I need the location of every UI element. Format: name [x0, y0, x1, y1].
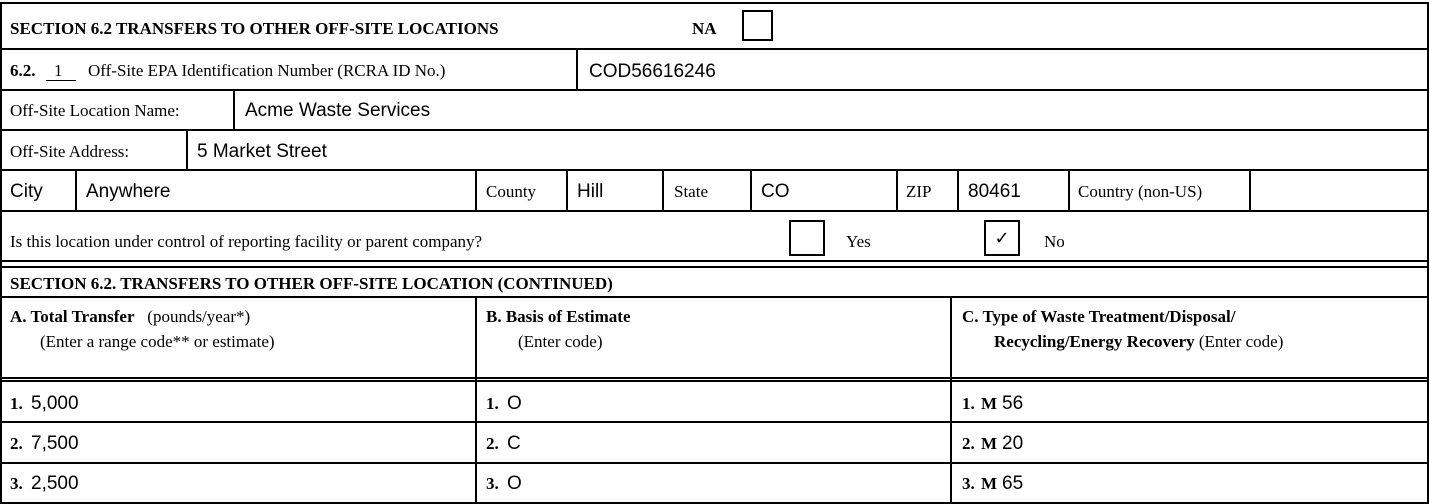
no-label: No — [1044, 232, 1065, 251]
divider — [950, 296, 952, 504]
county-label: County — [486, 182, 537, 201]
total-transfer-value[interactable]: 2,500 — [31, 473, 79, 494]
no-checkbox[interactable] — [984, 220, 1020, 256]
city-label: City — [10, 181, 43, 202]
county-value[interactable]: Hill — [577, 181, 604, 202]
state-value[interactable]: CO — [761, 181, 790, 202]
location-name-value[interactable]: Acme Waste Services — [245, 100, 431, 121]
divider — [0, 377, 1429, 379]
divider — [475, 296, 477, 504]
waste-type-prefix: M — [981, 474, 998, 493]
section-title: SECTION 6.2 TRANSFERS TO OTHER OFF-SITE LOCATIONS — [10, 19, 499, 38]
row-number: 2. — [10, 434, 23, 453]
col-c-subheader: Recycling/Energy Recovery (Enter code) — [994, 332, 1284, 351]
row-number: 2. — [486, 434, 499, 453]
na-checkbox[interactable] — [742, 10, 773, 41]
na-label: NA — [692, 19, 717, 38]
field-number-value: 1 — [54, 61, 63, 80]
yes-checkbox[interactable] — [789, 220, 825, 256]
basis-estimate-value[interactable]: O — [507, 473, 522, 494]
divider — [0, 210, 1429, 212]
divider — [566, 169, 568, 211]
divider — [0, 89, 1429, 91]
address-label: Off-Site Address: — [10, 142, 130, 161]
checkmark-icon: ✓ — [994, 227, 1010, 249]
basis-estimate-value[interactable]: C — [507, 433, 521, 454]
col-a-header: A. Total Transfer (pounds/year*) — [10, 307, 251, 326]
total-transfer-value[interactable]: 7,500 — [31, 433, 79, 454]
col-a-subheader: (Enter a range code** or estimate) — [40, 332, 275, 351]
country-label: Country (non-US) — [1078, 182, 1203, 201]
basis-estimate-value[interactable]: O — [507, 393, 522, 414]
row-number: 1. — [10, 394, 23, 413]
divider — [475, 169, 477, 211]
zip-value[interactable]: 80461 — [968, 181, 1021, 202]
divider — [957, 169, 959, 211]
divider — [750, 169, 752, 211]
divider — [0, 380, 1429, 382]
row-number: 1. — [962, 394, 975, 413]
section2-title: SECTION 6.2. TRANSFERS TO OTHER OFF-SITE LOCATION (CONTINUED) — [10, 274, 613, 293]
col-b-header: B. Basis of Estimate — [486, 307, 631, 326]
divider — [75, 169, 77, 211]
waste-type-prefix: M — [981, 434, 998, 453]
yes-label: Yes — [846, 232, 871, 251]
divider — [0, 462, 1429, 464]
divider — [0, 266, 1429, 268]
row-number: 3. — [962, 474, 975, 493]
divider — [0, 169, 1429, 171]
col-b-subheader: (Enter code) — [518, 332, 603, 351]
city-value[interactable]: Anywhere — [86, 181, 171, 202]
address-value[interactable]: 5 Market Street — [197, 141, 327, 162]
row-number: 3. — [10, 474, 23, 493]
divider — [662, 169, 664, 211]
divider — [0, 260, 1429, 262]
row-number: 2. — [962, 434, 975, 453]
total-transfer-value[interactable]: 5,000 — [31, 393, 79, 414]
control-question: Is this location under control of reporting facility or parent company? — [10, 232, 483, 251]
divider — [0, 48, 1429, 50]
row-number: 3. — [486, 474, 499, 493]
divider — [0, 296, 1429, 298]
field-number-underline — [46, 80, 76, 81]
divider — [1068, 169, 1070, 211]
divider — [576, 48, 578, 90]
waste-type-prefix: M — [981, 394, 998, 413]
field-number-prefix: 6.2. — [10, 61, 36, 80]
divider — [0, 421, 1429, 423]
divider — [1249, 169, 1251, 211]
divider — [0, 129, 1429, 131]
row-number: 1. — [486, 394, 499, 413]
zip-label: ZIP — [906, 182, 932, 201]
epa-id-label: Off-Site EPA Identification Number (RCRA ID No.) — [88, 61, 446, 80]
waste-type-value[interactable]: 20 — [1002, 433, 1024, 454]
waste-type-value[interactable]: 56 — [1002, 393, 1024, 414]
waste-type-value[interactable]: 65 — [1002, 473, 1024, 494]
col-c-header: C. Type of Waste Treatment/Disposal/ — [962, 307, 1236, 326]
divider — [186, 129, 188, 170]
state-label: State — [674, 182, 708, 201]
divider — [233, 89, 235, 130]
divider — [896, 169, 898, 211]
epa-id-value[interactable]: COD56616246 — [589, 61, 716, 82]
location-name-label: Off-Site Location Name: — [10, 101, 180, 120]
